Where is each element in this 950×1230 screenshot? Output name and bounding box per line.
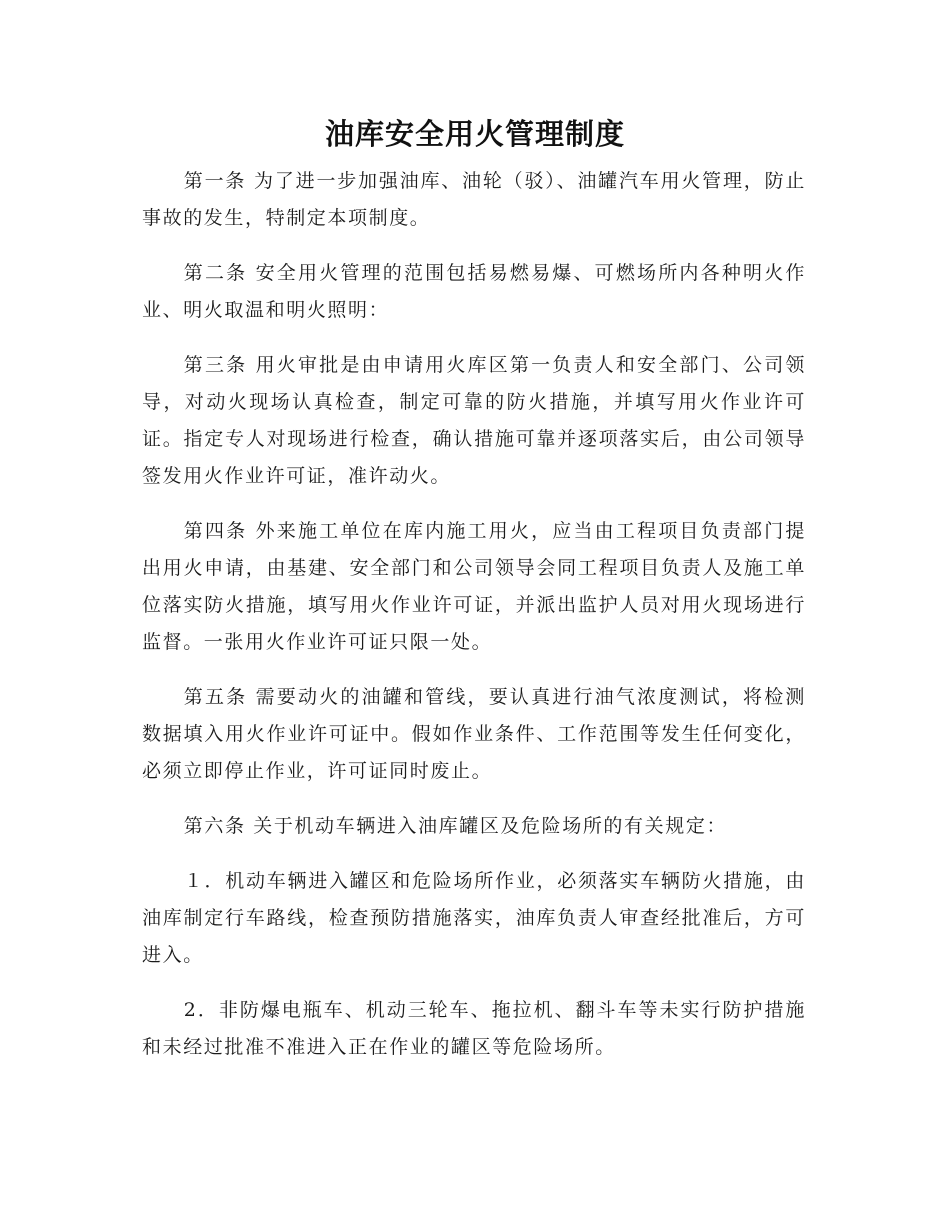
article-2-paragraph: 第二条 安全用火管理的范围包括易燃易爆、可燃场所内各种明火作业、明火取温和明火照明： (142, 262, 806, 321)
article-4-paragraph: 第四条 外来施工单位在库内施工用火，应当由工程项目负责部门提出用火申请，由基建、安全部门和公司领导会同工程项目负责人及施工单位落实防火措施，填写用火作业许可证，并派出监护人员对用火现场进行监督。一张用火作业许可证只限一处。 (142, 520, 806, 653)
article-1-paragraph: 第一条 为了进一步加强油库、油轮（驳）、油罐汽车用火管理，防止事故的发生，特制定本项制度。 (142, 170, 806, 229)
article-5-paragraph: 第五条 需要动火的油罐和管线，要认真进行油气浓度测试，将检测数据填入用火作业许可证中。假如作业条件、工作范围等发生任何变化，必须立即停止作业，许可证同时废止。 (142, 686, 806, 782)
article-6-item-1-paragraph: １．机动车辆进入罐区和危险场所作业，必须落实车辆防火措施，由油库制定行车路线，检查预防措施落实，油库负责人审查经批准后，方可进入。 (142, 870, 806, 966)
article-3-paragraph: 第三条 用火审批是由申请用火库区第一负责人和安全部门、公司领导，对动火现场认真检查，制定可靠的防火措施，并填写用火作业许可证。指定专人对现场进行检查，确认措施可靠并逐项落实后，由公司领导签发用火作业许可证，准许动火。 (142, 354, 806, 487)
article-6-item-2-paragraph: 2．非防爆电瓶车、机动三轮车、拖拉机、翻斗车等未实行防护措施和未经过批准不准进入正在作业的罐区等危险场所。 (142, 999, 806, 1058)
article-6-paragraph: 第六条 关于机动车辆进入油库罐区及危险场所的有关规定： (183, 815, 728, 837)
document-title: 油库安全用火管理制度 (324, 117, 625, 151)
document-body (142, 163, 806, 1084)
